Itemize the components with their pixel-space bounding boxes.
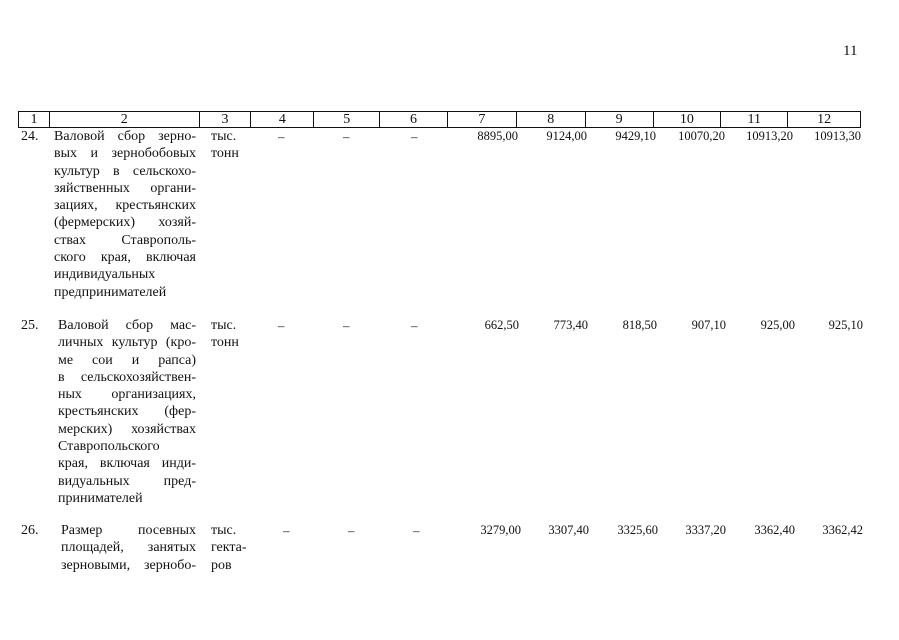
header-col-1: 1 (19, 112, 50, 127)
row-name (54, 128, 196, 301)
dash-cell: – (343, 318, 350, 333)
row-name-line: ствах Ставрополь- (54, 232, 196, 248)
row-name-line: Ставропольского (58, 439, 160, 455)
dash-cell: – (413, 523, 420, 538)
row-unit-line: тыс. (211, 129, 237, 144)
header-col-3: 3 (200, 112, 252, 127)
row-unit-line: тыс. (211, 523, 237, 538)
row-name (61, 522, 196, 574)
row-name (58, 317, 196, 507)
row-name-line: площадей, занятых (61, 540, 196, 556)
header-col-10: 10 (654, 112, 722, 127)
value-cell: 3325,60 (617, 523, 658, 537)
dash-cell: – (283, 523, 290, 538)
dash-cell: – (348, 523, 355, 538)
header-col-9: 9 (586, 112, 654, 127)
row-name-line: крестьянских (фер- (58, 404, 196, 420)
value-cell: 3279,00 (480, 523, 521, 537)
header-col-2: 2 (50, 112, 200, 127)
row-name-line: культур в сельскохо- (54, 163, 196, 179)
row-name-line: зациях, крестьянских (54, 198, 196, 214)
value-cell: 3362,40 (754, 523, 795, 537)
value-cell: 925,10 (828, 318, 863, 332)
row-unit-line: ров (211, 557, 232, 573)
value-cell: 10913,20 (746, 129, 793, 143)
row-unit-line: тонн (211, 335, 239, 351)
value-cell: 9429,10 (615, 129, 656, 143)
value-cell: 3307,40 (548, 523, 589, 537)
row-name-line: ме сои и рапса) (58, 352, 196, 368)
row-name-line: Валовой сбор мас- (58, 318, 196, 333)
value-cell: 3362,42 (822, 523, 863, 537)
row-name-line: Валовой сбор зерно- (54, 129, 196, 144)
dash-cell: – (278, 318, 285, 333)
dash-cell: – (343, 129, 350, 144)
row-name-line: в сельскохозяйствен- (58, 369, 196, 385)
row-name-line: зяйственных органи- (54, 180, 196, 196)
row-name-line: видуальных пред- (58, 473, 196, 489)
row-name-line: Размер посевных (61, 523, 196, 538)
dash-cell: – (278, 129, 285, 144)
row-unit (211, 128, 239, 163)
row-name-line: ных организациях, (58, 387, 196, 403)
row-name-line: индивидуальных (54, 267, 156, 283)
value-cell: 10913,30 (814, 129, 861, 143)
header-col-5: 5 (314, 112, 380, 127)
row-number: 25. (21, 318, 39, 333)
value-cell: 8895,00 (477, 129, 518, 143)
row-name-line: края, включая инди- (58, 456, 196, 472)
value-cell: 9124,00 (546, 129, 587, 143)
row-number: 26. (21, 523, 39, 538)
row-unit-line: гекта- (211, 540, 247, 556)
value-cell: 10070,20 (678, 129, 725, 143)
row-name-line: вых и зернобобовых (54, 146, 196, 162)
header-col-6: 6 (380, 112, 448, 127)
row-name-line: предпринимателей (54, 284, 167, 300)
header-col-8: 8 (517, 112, 586, 127)
row-name-line: зерновыми, зернобо- (61, 557, 196, 573)
header-col-7: 7 (448, 112, 517, 127)
row-unit-line: тыс. (211, 318, 237, 333)
row-unit (211, 522, 247, 574)
row-unit (211, 317, 239, 352)
value-cell: 925,00 (760, 318, 795, 332)
value-cell: 662,50 (484, 318, 519, 332)
value-cell: 907,10 (691, 318, 726, 332)
row-name-line: ского края, включая (54, 250, 196, 266)
page-number: 11 (843, 43, 858, 59)
row-name-line: личных культур (кро- (58, 335, 196, 351)
header-col-12: 12 (817, 112, 832, 127)
row-name-line: принимателей (58, 490, 143, 506)
header-col-4: 4 (251, 112, 314, 127)
value-cell: 818,50 (622, 318, 657, 332)
row-number: 24. (21, 129, 39, 144)
row-unit-line: тонн (211, 146, 239, 162)
dash-cell: – (411, 318, 418, 333)
row-name-line: мерских) хозяйствах (58, 421, 196, 437)
value-cell: 773,40 (553, 318, 588, 332)
header-col-11: 11 (721, 112, 788, 127)
dash-cell: – (411, 129, 418, 144)
row-name-line: (фермерских) хозяй- (54, 215, 196, 231)
value-cell: 3337,20 (685, 523, 726, 537)
table-header-row (18, 111, 861, 128)
